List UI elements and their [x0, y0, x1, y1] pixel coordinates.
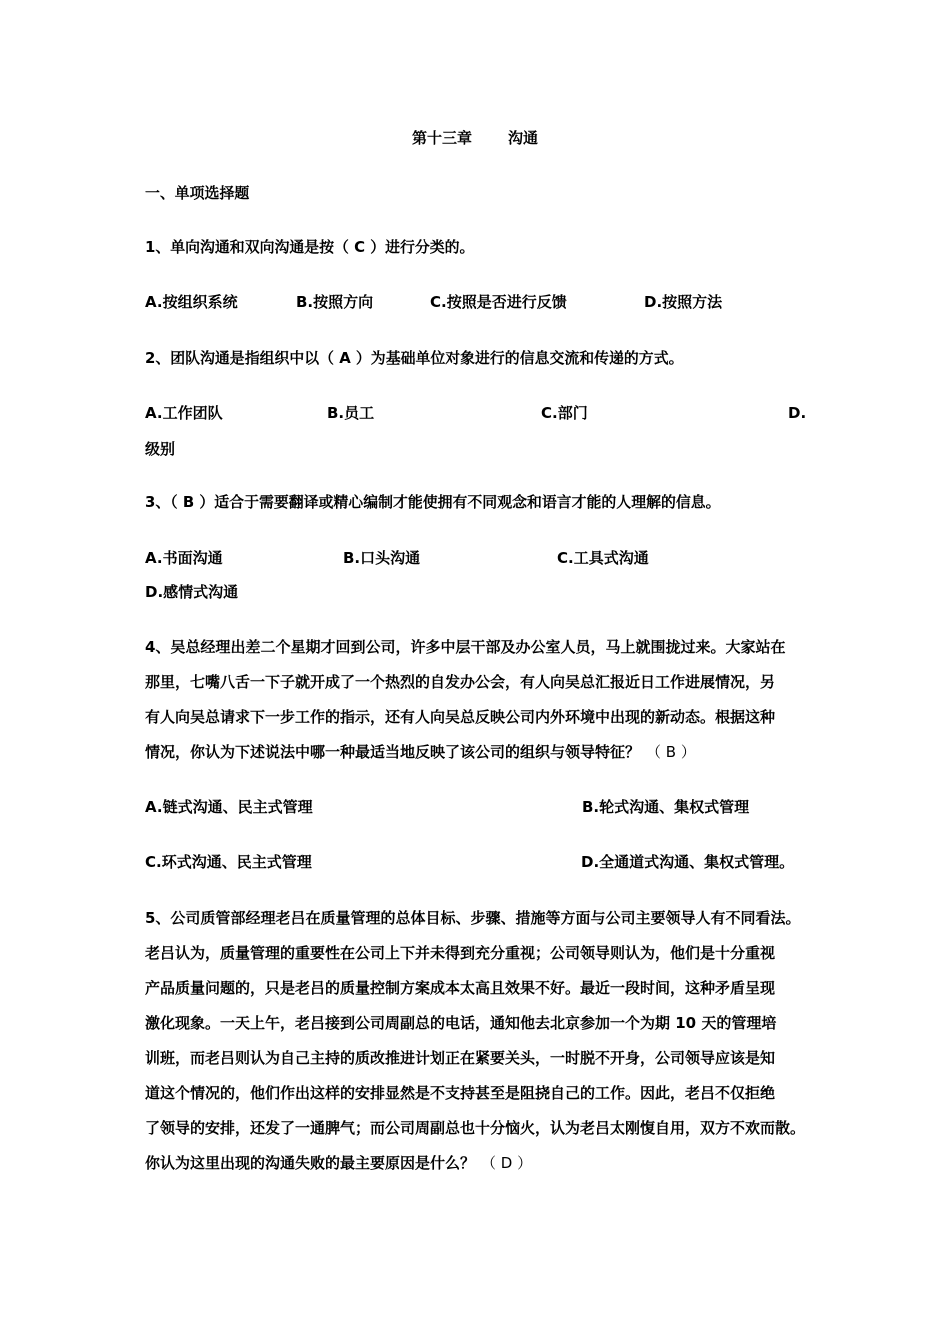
question-3-option-d: D.感情式沟通 [145, 583, 239, 601]
question-5-line-4: 激化现象。一天上午，老吕接到公司周副总的电话，通知他去北京参加一个为期 10 天的管理培 [145, 1014, 777, 1032]
question-5-line-5: 训班，而老吕则认为自己主持的质改推进计划正在紧要关头，一时脱不开身，公司领导应该是知 [145, 1049, 776, 1067]
question-2-option-c: C.部门 [541, 404, 588, 422]
question-2-option-a: A.工作团队 [145, 404, 223, 422]
question-1-option-c: C.按照是否进行反馈 [430, 293, 567, 311]
question-1-option-d: D.按照方法 [644, 293, 723, 311]
question-3-option-a: A.书面沟通 [145, 549, 223, 567]
question-2-option-d-text: 级别 [145, 440, 176, 458]
question-5-line-1: 5、公司质管部经理老吕在质量管理的总体目标、步骤、措施等方面与公司主要领导人有不同看法。 [145, 909, 801, 927]
question-5-line-2: 老吕认为，质量管理的重要性在公司上下并未得到充分重视；公司领导则认为，他们是十分重视 [145, 944, 776, 962]
question-3-option-c: C.工具式沟通 [557, 549, 649, 567]
question-4-option-a: A.链式沟通、民主式管理 [145, 798, 313, 816]
question-5-line-7: 了领导的安排，还发了一通脾气；而公司周副总也十分恼火，认为老吕太刚愎自用，双方不欢而散。 [145, 1119, 806, 1137]
question-3-stem: 3、（ B ）适合于需要翻译或精心编制才能使拥有不同观念和语言才能的人理解的信息。 [145, 493, 721, 511]
question-4-line-2: 那里，七嘴八舌一下子就开成了一个热烈的自发办公会，有人向吴总汇报近日工作进展情况，另 [145, 673, 776, 691]
question-2-stem: 2、团队沟通是指组织中以（ A ）为基础单位对象进行的信息交流和传递的方式。 [145, 349, 684, 367]
question-4-line-3: 有人向吴总请求下一步工作的指示，还有人向吴总反映公司内外环境中出现的新动态。根据这种 [145, 708, 776, 726]
question-4-option-b: B.轮式沟通、集权式管理 [582, 798, 750, 816]
question-5-answer: （ D ） [481, 1154, 533, 1172]
section-heading: 一、单项选择题 [145, 184, 250, 202]
question-4-option-c: C.环式沟通、民主式管理 [145, 853, 312, 871]
question-5-line-3: 产品质量问题的，只是老吕的质量控制方案成本太高且效果不好。最近一段时间，这种矛盾呈现 [145, 979, 776, 997]
question-1-option-b: B.按照方向 [296, 293, 374, 311]
question-4-line-4 [145, 742, 696, 762]
question-5-line-8-text: 你认为这里出现的沟通失败的最主要原因是什么？ [145, 1154, 476, 1172]
question-2-option-b: B.员工 [327, 404, 375, 422]
question-1-stem: 1、单向沟通和双向沟通是按（ C ）进行分类的。 [145, 238, 475, 256]
chapter-topic: 沟通 [508, 129, 539, 147]
question-4-answer: （ B ） [646, 743, 696, 761]
chapter-number: 第十三章 [411, 129, 472, 147]
question-2-option-d: D. [788, 404, 807, 422]
question-5-line-6: 道这个情况的，他们作出这样的安排显然是不支持甚至是阻挠自己的工作。因此，老吕不仅拒绝 [145, 1084, 776, 1102]
question-1-option-a: A.按组织系统 [145, 293, 238, 311]
question-4-option-d: D.全通道式沟通、集权式管理。 [581, 853, 795, 871]
chapter-title [0, 128, 950, 148]
question-5-line-8 [145, 1153, 532, 1173]
question-4-line-1: 4、吴总经理出差二个星期才回到公司，许多中层干部及办公室人员，马上就围拢过来。大家站在 [145, 638, 786, 656]
question-3-option-b: B.口头沟通 [343, 549, 421, 567]
question-4-line-4-text: 情况，你认为下述说法中哪一种最适当地反映了该公司的组织与领导特征？ [145, 743, 641, 761]
